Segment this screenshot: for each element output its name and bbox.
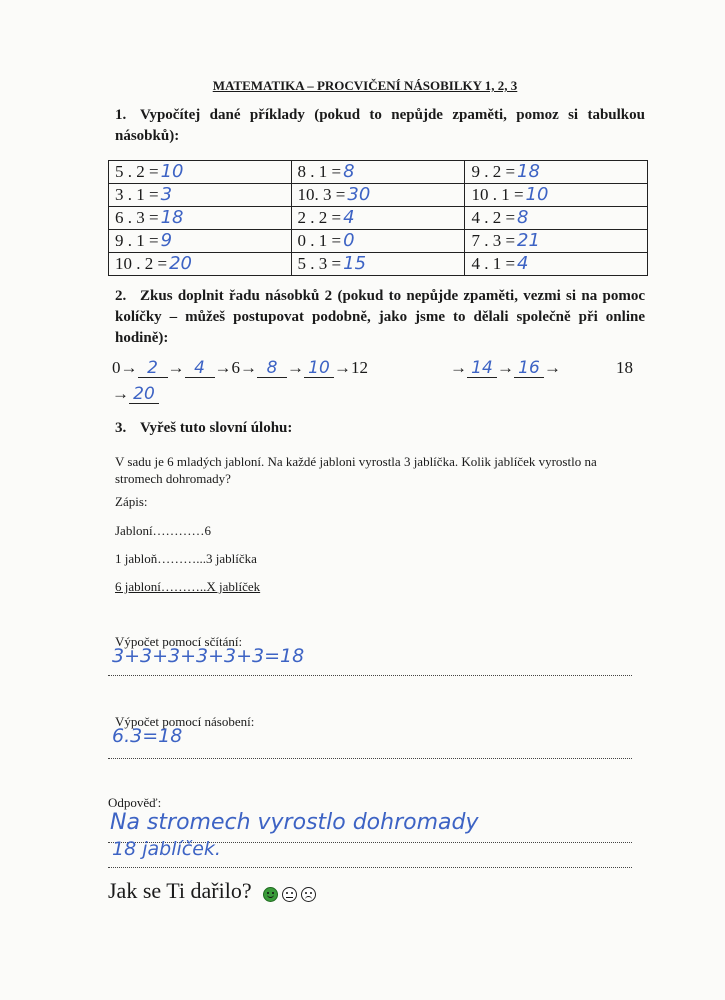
handwritten-answer: 18 xyxy=(517,161,540,182)
multiplication-answer: 6.3=18 xyxy=(112,725,183,747)
handwritten-answer: 10 xyxy=(525,184,549,205)
seq-blank-5: 14 xyxy=(467,359,497,378)
seq-blank-6: 16 xyxy=(514,359,544,378)
table-row xyxy=(109,161,648,184)
sequence-of-twos xyxy=(112,358,672,418)
table-cell xyxy=(291,230,465,253)
seq-arrow: → xyxy=(167,358,185,377)
sum-label: Výpočet pomocí sčítání: xyxy=(115,634,243,649)
answer-line-1: Na stromech vyrostlo dohromady xyxy=(110,810,479,835)
table-cell xyxy=(291,253,465,276)
self-assessment-question: Jak se Ti dařilo? xyxy=(108,878,252,903)
table-cell xyxy=(291,184,465,207)
problem-text: 9 . 2 = xyxy=(471,162,516,181)
problem-text: 7 . 3 = xyxy=(471,231,516,250)
zapis-line-3: 6 jabloní………..X jablíček xyxy=(115,579,261,594)
zapis-line-2: 1 jabloň………...3 jablíčka xyxy=(115,551,257,566)
seq-arrow: → xyxy=(544,358,561,377)
seq-blank-1: 2 xyxy=(138,359,168,378)
seq-arrow: → xyxy=(214,358,232,377)
problem-text: 8 . 1 = xyxy=(297,162,342,181)
zapis-line-1: Jabloní…………6 xyxy=(115,523,212,538)
worksheet-title: MATEMATIKA – PROCVIČENÍ NÁSOBILKY 1, 2, 3 xyxy=(212,78,518,93)
table-row xyxy=(109,230,648,253)
dotted-line xyxy=(108,758,632,759)
self-assessment xyxy=(108,878,320,906)
task1-number: 1. xyxy=(115,107,127,123)
happy-face-icon xyxy=(263,887,278,902)
handwritten-answer: 8 xyxy=(517,207,529,228)
problem-text: 3 . 1 = xyxy=(115,185,159,204)
seq-start: 0→ xyxy=(112,358,138,377)
handwritten-answer: 30 xyxy=(347,184,371,205)
problem-text: 4 . 1 = xyxy=(471,254,516,273)
seq-twelve: 12 xyxy=(351,358,368,377)
problem-text: 6 . 3 = xyxy=(115,208,159,227)
dotted-line xyxy=(108,675,632,676)
handwritten-answer: 21 xyxy=(517,230,540,251)
seq-arrow: → xyxy=(287,358,304,377)
task2-text: Zkus doplnit řadu násobků 2 (pokud to nepůjde zpaměti, vezmi si na pomoc kolíčky – můžeš postupovat podobně, jako jsme to dělali společně při online hodině): xyxy=(115,288,645,346)
handwritten-answer: 3 xyxy=(160,184,173,205)
seq-arrow: → xyxy=(112,384,129,403)
seq-arrow: → xyxy=(334,358,351,377)
neutral-face-icon xyxy=(282,887,297,902)
table-cell xyxy=(465,184,648,207)
handwritten-answer: 4 xyxy=(517,253,529,274)
table-cell xyxy=(109,184,292,207)
zapis-label: Zápis: xyxy=(115,494,148,509)
table-cell xyxy=(291,207,465,230)
table-cell xyxy=(109,161,292,184)
seq-arrow: → xyxy=(450,358,467,377)
task1-instruction xyxy=(115,105,645,147)
handwritten-answer: 15 xyxy=(343,253,367,274)
problem-text: 2 . 2 = xyxy=(297,208,342,227)
table-row xyxy=(109,207,648,230)
problem-text: 0 . 1 = xyxy=(297,231,342,250)
multiplication-table xyxy=(108,160,648,276)
seq-arrow: → xyxy=(497,358,514,377)
problem-text: 9 . 1 = xyxy=(115,231,159,250)
seq-blank-4: 10 xyxy=(304,359,334,378)
task2-number: 2. xyxy=(115,288,127,304)
seq-blank-7: 20 xyxy=(129,385,159,404)
task3-number: 3. xyxy=(115,420,127,436)
seq-blank-3: 8 xyxy=(257,359,287,378)
answer-label: Odpověď: xyxy=(108,795,162,810)
handwritten-answer: 0 xyxy=(343,230,355,251)
problem-text: 5 . 3 = xyxy=(297,254,342,273)
handwritten-answer: 9 xyxy=(160,230,173,251)
problem-text: 10. 3 = xyxy=(297,185,346,204)
seq-arrow: → xyxy=(240,358,257,377)
handwritten-answer: 4 xyxy=(343,207,355,228)
seq-eighteen: 18 xyxy=(616,358,633,377)
table-cell xyxy=(109,207,292,230)
multiplication-label: Výpočet pomocí násobení: xyxy=(115,714,255,729)
handwritten-answer: 18 xyxy=(160,207,184,228)
word-problem: V sadu je 6 mladých jabloní. Na každé jabloni vyrostla 3 jablíčka. Kolik jablíček vyrostlo na stromech dohromady? xyxy=(115,454,597,486)
problem-text: 4 . 2 = xyxy=(471,208,516,227)
handwritten-answer: 20 xyxy=(169,253,192,274)
table-cell xyxy=(465,161,648,184)
problem-text: 5 . 2 = xyxy=(115,162,159,181)
dotted-line xyxy=(108,867,632,868)
seq-blank-2: 4 xyxy=(185,359,215,378)
table-row xyxy=(109,184,648,207)
answer-line-2: 18 jablíček. xyxy=(112,838,221,860)
seq-six: 6 xyxy=(231,358,240,377)
table-cell xyxy=(465,230,648,253)
problem-text: 10 . 1 = xyxy=(471,185,524,204)
handwritten-answer: 10 xyxy=(160,161,184,182)
table-row xyxy=(109,253,648,276)
table-cell xyxy=(291,161,465,184)
handwritten-answer: 8 xyxy=(343,161,355,182)
sum-answer: 3+3+3+3+3+3=18 xyxy=(112,645,305,667)
table-cell xyxy=(465,207,648,230)
table-cell xyxy=(465,253,648,276)
task1-text: Vypočítej dané příklady (pokud to nepůjde zpaměti, pomoz si tabulkou násobků): xyxy=(115,107,645,144)
task2-instruction xyxy=(115,286,645,349)
sad-face-icon xyxy=(301,887,316,902)
task3-heading: 3. Vyřeš tuto slovní úlohu: xyxy=(115,418,292,439)
table-cell xyxy=(109,253,292,276)
table-cell xyxy=(109,230,292,253)
problem-text: 10 . 2 = xyxy=(115,254,168,273)
